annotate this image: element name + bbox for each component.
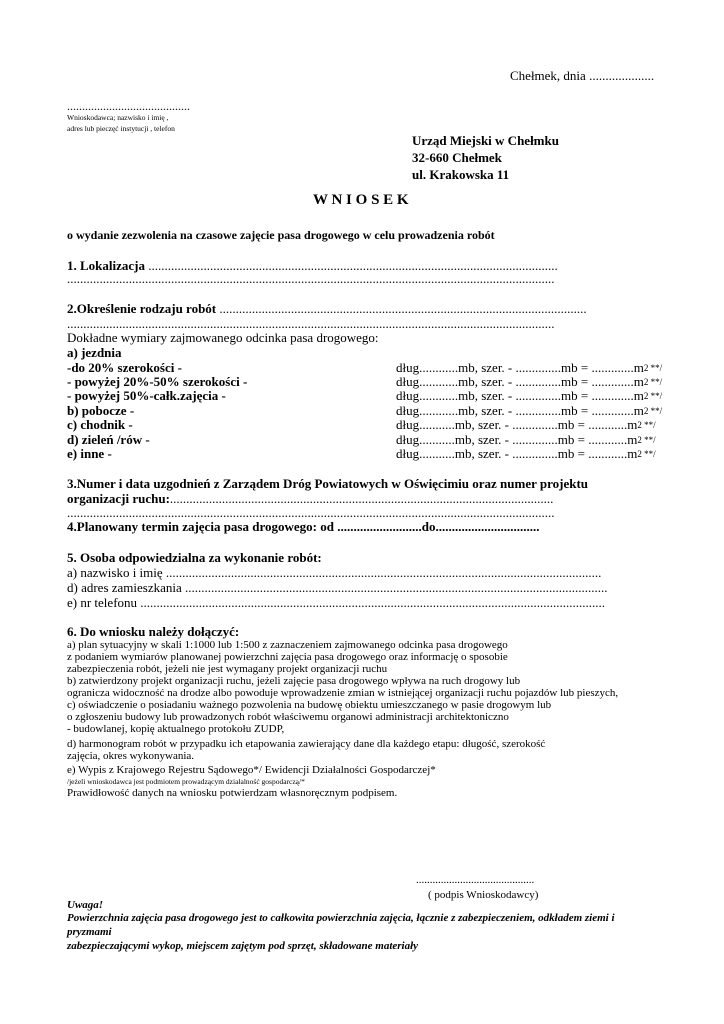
dimension-field[interactable]: dług............mb, szer. - ..............mb = .............m	[396, 360, 644, 375]
dimension-unit: 2 **/	[637, 449, 656, 459]
note-line-2: pryzmami	[67, 926, 112, 938]
place-date: Chełmek, dnia ....................	[510, 68, 655, 83]
section-2-line-1	[67, 301, 587, 317]
attachment-line: d) harmonogram robót w przypadku ich etapowania zawierający dane dla każdego etapu: długość, szerokość	[67, 738, 546, 750]
dimension-label: e) inne -	[67, 446, 112, 461]
dimension-field[interactable]: dług...........mb, szer. - ..............mb = ............m	[396, 417, 638, 432]
dimension-row	[67, 388, 667, 404]
dimension-field[interactable]: dług............mb, szer. - ..............mb = .............m	[396, 374, 644, 389]
dimension-unit: 2 **/	[643, 363, 663, 373]
section-2-label: 2.Określenie rodzaju robót	[67, 301, 217, 316]
section-1-field-1[interactable]: ..............................................................................................................................	[145, 258, 558, 273]
section-3-field-2[interactable]: ......................................................................................................................................................	[67, 505, 555, 520]
group-a-heading: a) jezdnia	[67, 345, 122, 360]
applicant-caption-2: adres lub pieczęć instytucji , telefon	[67, 124, 175, 133]
section-2-field-1[interactable]: .................................................................................................................	[216, 301, 587, 316]
applicant-dots: .........................................	[67, 99, 190, 113]
section-1-field-2[interactable]: ......................................................................................................................................................	[67, 271, 555, 286]
note-heading: Uwaga!	[67, 899, 104, 911]
signature-line[interactable]: ...........................................	[416, 874, 535, 886]
attachment-footnote: /jeżeli wnioskodawca jest podmiotem prowadzącym działalność gospodarczą/*	[67, 777, 305, 786]
addressee-line-1: Urząd Miejski w Chełmku	[412, 133, 559, 148]
dimension-label: d) zieleń /rów -	[67, 432, 150, 447]
addressee-line-2: 32-660 Chełmek	[412, 150, 502, 165]
dimension-unit: 2 **/	[643, 391, 663, 401]
dimension-label: - powyżej 20%-50% szerokości -	[67, 374, 248, 389]
section-5-heading: 5. Osoba odpowiedzialna za wykonanie robót:	[67, 550, 322, 565]
section-1-label: 1. Lokalizacja	[67, 258, 145, 273]
dimension-unit: 2 **/	[637, 435, 656, 445]
applicant-caption-1: Wnioskodawca; nazwisko i imię ,	[67, 113, 169, 122]
dimension-field[interactable]: dług...........mb, szer. - ..............mb = ............m	[396, 446, 638, 461]
attachment-line: - budowlanej, kopię aktualnego protokołu ZUDP,	[67, 723, 285, 735]
section-4-planned-date[interactable]: 4.Planowany termin zajęcia pasa drogowego: od ..........................do................................	[67, 519, 540, 534]
attachment-line: b) zatwierdzony projekt organizacji ruchu, jeżeli zajęcie pasa drogowego wpływa na ruch drogowy lub	[67, 675, 521, 687]
note-line-3: zabezpieczającymi wykop, miejscem zajętym pod sprzęt, składowane materiały	[67, 940, 419, 952]
responsible-name-field[interactable]: a) nazwisko i imię ......................................................................................................................................	[67, 565, 602, 580]
signature-caption: ( podpis Wnioskodawcy)	[428, 889, 539, 901]
dimension-unit: 2 **/	[643, 406, 663, 416]
attachment-line: o zgłoszeniu budowy lub prowadzonych robót właściwemu organowi administracji architektoniczno	[67, 711, 509, 723]
dimension-row	[67, 446, 667, 462]
confirmation-statement: Prawidłowość danych na wniosku potwierdzam własnoręcznym podpisem.	[67, 787, 398, 799]
section-2-field-2[interactable]: ......................................................................................................................................................	[67, 316, 555, 331]
section-3-field-1[interactable]: ......................................................................................................................	[169, 491, 554, 506]
attachment-line: z podaniem wymiarów planowanej powierzchni zajęcia pasa drogowego oraz informację o sposobie	[67, 651, 508, 663]
dimension-label: -do 20% szerokości -	[67, 360, 182, 375]
dimension-row	[67, 417, 667, 433]
document-subtitle: o wydanie zezwolenia na czasowe zajęcie pasa drogowego w celu prowadzenia robót	[67, 228, 495, 242]
dimension-field[interactable]: dług............mb, szer. - ..............mb = .............m	[396, 403, 644, 418]
attachment-line: ogranicza widoczność na drodze albo powoduje wprowadzenie zmian w istniejącej organizacji ruchu pojazdów lub pieszych,	[67, 687, 619, 699]
dimensions-intro: Dokładne wymiary zajmowanego odcinka pasa drogowego:	[67, 330, 379, 345]
responsible-address-field[interactable]: d) adres zamieszkania ..................................................................................................................................	[67, 580, 608, 595]
attachment-line: e) Wypis z Krajowego Rejestru Sądowego*/ Ewidencji Działalności Gospodarczej*	[67, 764, 436, 776]
dimension-label: - powyżej 50%-całk.zajęcia -	[67, 388, 226, 403]
dimension-label: c) chodnik -	[67, 417, 133, 432]
document-title: W N I O S E K	[313, 192, 409, 208]
dimension-unit: 2 **/	[643, 377, 663, 387]
dimension-field[interactable]: dług...........mb, szer. - ..............mb = ............m	[396, 432, 638, 447]
dimension-unit: 2 **/	[637, 420, 656, 430]
dimension-label: b) pobocze -	[67, 403, 135, 418]
section-6-heading: 6. Do wniosku należy dołączyć:	[67, 624, 240, 639]
responsible-phone-field[interactable]: e) nr telefonu ...............................................................................................................................................	[67, 595, 606, 610]
attachment-line: a) plan sytuacyjny w skali 1:1000 lub 1:500 z zaznaczeniem zajmowanego odcinka pasa drogowego	[67, 639, 508, 651]
dimension-field[interactable]: dług............mb, szer. - ..............mb = .............m	[396, 388, 644, 403]
attachment-line: zabezpieczenia robót, jeżeli nie jest wymagany projekt organizacji ruchu	[67, 663, 388, 675]
attachment-line: zajęcia, okres wykonywania.	[67, 750, 195, 762]
section-3-heading: 3.Numer i data uzgodnień z Zarządem Dróg Powiatowych w Oświęcimiu oraz numer projektu	[67, 476, 589, 491]
attachment-line: c) oświadczenie o posiadaniu ważnego pozwolenia na budowę obiektu umieszczanego w pasie drogowym lub	[67, 699, 552, 711]
section-3-label: organizacji ruchu:	[67, 491, 170, 506]
addressee-line-3: ul. Krakowska 11	[412, 167, 510, 182]
note-line-1: Powierzchnia zajęcia pasa drogowego jest to całkowita powierzchnia zajęcia, łącznie z zabezpieczeniem, odkładem ziemi i	[67, 912, 615, 924]
